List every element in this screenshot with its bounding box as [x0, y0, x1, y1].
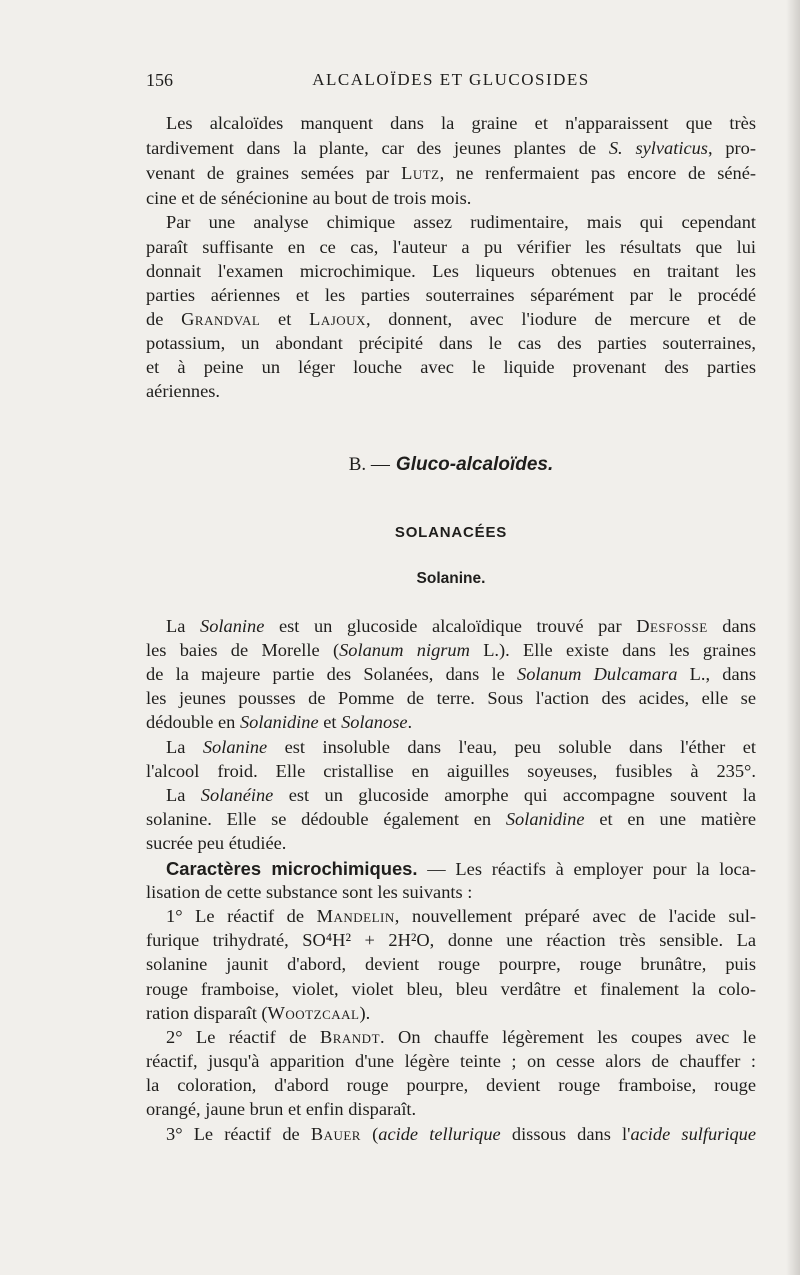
text-line: La Solanéine est un glucoside amorphe qui accompagne souvent la: [166, 785, 756, 805]
text-line: réactif, jusqu'à apparition d'une légère teinte ; on cesse alors de chauffer :: [146, 1051, 756, 1071]
text-line: lisation de cette substance sont les suivants :: [146, 882, 473, 902]
text-line: les baies de Morelle (Solanum nigrum L.). Elle existe dans les graines: [146, 640, 756, 660]
text-line: La Solanine est un glucoside alcaloïdique trouvé par Desfosse dans: [166, 616, 756, 636]
text-line: Par une analyse chimique assez rudimentaire, mais qui cependant: [166, 212, 756, 232]
text-line: aériennes.: [146, 381, 221, 401]
text-line: Caractères microchimiques. — Les réactifs à employer pour la loca-: [166, 858, 757, 879]
text-line: rouge framboise, violet, violet bleu, bleu verdâtre et finalement la colo-: [146, 979, 756, 999]
text-line: 1° Le réactif de Mandelin, nouvellement préparé avec de l'acide sul-: [166, 906, 756, 926]
page-edge-shadow: [786, 0, 800, 1275]
text-line: orangé, jaune brun et enfin disparaît.: [146, 1099, 417, 1119]
text-line: 3° Le réactif de Bauer (acide tellurique dissous dans l'acide sulfurique: [166, 1124, 757, 1144]
text-line: La Solanine est insoluble dans l'eau, peu soluble dans l'éther et: [166, 737, 756, 757]
page-number: 156: [146, 70, 173, 90]
family-heading: SOLANACÉES: [394, 524, 508, 541]
text-line: 2° Le réactif de Brandt. On chauffe légèrement les coupes avec le: [166, 1027, 756, 1047]
section-heading: B. — Gluco-alcaloïdes.: [348, 454, 554, 475]
text-line: paraît suffisante en ce cas, l'auteur a pu vérifier les résultats que lui: [146, 237, 756, 257]
text-line: furique trihydraté, SO⁴H² + 2H²O, donne une réaction très sensible. La: [146, 930, 756, 950]
running-title: ALCALOÏDES ET GLUCOSIDES: [312, 70, 590, 89]
text-line: dédouble en Solanidine et Solanose.: [146, 712, 413, 732]
text-line: venant de graines semées par Lutz, ne renfermaient pas encore de séné-: [146, 163, 756, 183]
text-line: cine et de sénécionine au bout de trois mois.: [146, 188, 472, 208]
text-line: et à peine un léger louche avec le liquide provenant des parties: [146, 357, 756, 377]
text-line: de Grandval et Lajoux, donnent, avec l'iodure de mercure et de: [146, 309, 756, 329]
subheading: Solanine.: [416, 570, 486, 587]
text-line: les jeunes pousses de Pomme de terre. Sous l'action des acides, elle se: [146, 688, 756, 708]
text-line: solanine jaunit d'abord, devient rouge pourpre, rouge brunâtre, puis: [146, 954, 756, 974]
text-line: donnait l'examen microchimique. Les liqueurs obtenues en traitant les: [146, 261, 756, 281]
text-line: de la majeure partie des Solanées, dans le Solanum Dulcamara L., dans: [146, 664, 756, 684]
text-line: la coloration, d'abord rouge pourpre, devient rouge framboise, rouge: [146, 1075, 756, 1095]
text-line: solanine. Elle se dédouble également en Solanidine et en une matière: [146, 809, 756, 829]
text-line: tardivement dans la plante, car des jeunes plantes de S. sylvaticus, pro-: [146, 138, 756, 158]
running-header: [146, 70, 756, 98]
text-line: sucrée peu étudiée.: [146, 833, 287, 853]
text-line: ration disparaît (Wootzcaal).: [146, 1003, 371, 1023]
text-line: parties aériennes et les parties souterraines séparément par le procédé: [146, 285, 756, 305]
text-line: l'alcool froid. Elle cristallise en aiguilles soyeuses, fusibles à 235°.: [146, 761, 756, 781]
text-line: potassium, un abondant précipité dans le cas des parties souterraines,: [146, 333, 756, 353]
text-line: Les alcaloïdes manquent dans la graine et n'apparaissent que très: [166, 113, 756, 133]
